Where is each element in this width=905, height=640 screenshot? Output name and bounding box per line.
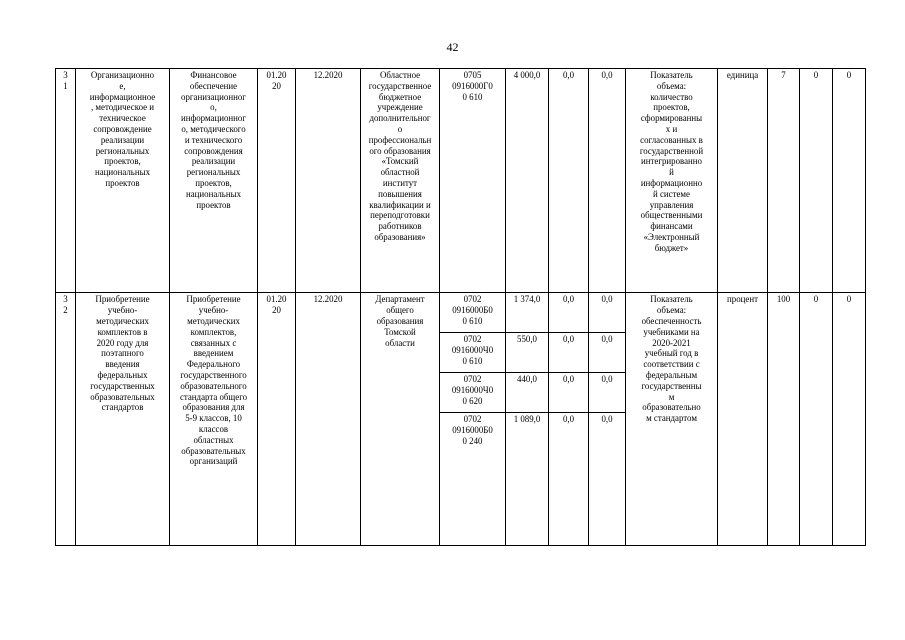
row-number-cell: 3 1 <box>56 69 76 293</box>
row-number-cell: 3 2 <box>56 293 76 546</box>
event-description-cell: Финансовое обеспечение организационног о, информационног о, методического и технического сопровождения реализации региональных проектов, национальных проектов <box>170 69 258 293</box>
indicator-value-3-cell: 0 <box>833 293 866 546</box>
funding-amount-2-cell: 0,0 <box>549 413 589 546</box>
funding-amount-3-cell: 0,0 <box>589 293 626 333</box>
budget-code-cell: 0702 0916000Б0 0 240 <box>440 413 506 546</box>
event-name-cell: Организационно е, информационное , методическое и техническое сопровождение реализации региональных проектов, национальных проектов <box>76 69 170 293</box>
budget-code-cell: 0702 0916000Ч0 0 620 <box>440 373 506 413</box>
funding-amount-2-cell: 0,0 <box>549 293 589 333</box>
funding-amount-2-cell: 0,0 <box>549 333 589 373</box>
budget-code-cell: 0702 0916000Б0 0 610 <box>440 293 506 333</box>
funding-amount-2-cell: 0,0 <box>549 373 589 413</box>
funding-amount-3-cell: 0,0 <box>589 373 626 413</box>
funding-amount-2-cell: 0,0 <box>549 69 589 293</box>
funding-amount-cell: 1 089,0 <box>506 413 549 546</box>
executor-cell: Областное государственное бюджетное учреждение дополнительног о профессиональн ого образования «Томский областной институт повышения квалификации и переподготовки работников образования» <box>361 69 440 293</box>
indicator-value-3-cell: 0 <box>833 69 866 293</box>
funding-amount-3-cell: 0,0 <box>589 413 626 546</box>
funding-amount-cell: 1 374,0 <box>506 293 549 333</box>
unit-cell: единица <box>718 69 768 293</box>
page-number: 42 <box>446 40 459 54</box>
indicator-value-2-cell: 0 <box>800 69 833 293</box>
start-date-cell: 01.20 20 <box>258 293 296 546</box>
indicator-value-1-cell: 100 <box>768 293 800 546</box>
budget-code-cell: 0705 0916000Г0 0 610 <box>440 69 506 293</box>
funding-amount-cell: 4 000,0 <box>506 69 549 293</box>
funding-amount-cell: 440,0 <box>506 373 549 413</box>
indicator-cell: Показатель объема: обеспеченность учебниками на 2020-2021 учебный год в соответствии с федеральным государственны м образовательно м стандартом <box>626 293 718 546</box>
unit-cell: процент <box>718 293 768 546</box>
indicator-cell: Показатель объема: количество проектов, сформированны х и согласованных в государственной интегрированно й информационно й системе управления общественными финансами «Электронный бюджет» <box>626 69 718 293</box>
funding-amount-3-cell: 0,0 <box>589 333 626 373</box>
funding-amount-cell: 550,0 <box>506 333 549 373</box>
indicator-value-2-cell: 0 <box>800 293 833 546</box>
budget-code-cell: 0702 0916000Ч0 0 610 <box>440 333 506 373</box>
executor-cell: Департамент общего образования Томской области <box>361 293 440 546</box>
program-activities-table <box>55 68 866 546</box>
indicator-value-1-cell: 7 <box>768 69 800 293</box>
event-description-cell: Приобретение учебно- методических комплектов, связанных с введением Федерального государственного образовательного стандарта общего образования для 5-9 классов, 10 классов областных образовательных организаций <box>170 293 258 546</box>
event-name-cell: Приобретение учебно- методических комплектов в 2020 году для поэтапного введения федеральных государственных образовательных стандартов <box>76 293 170 546</box>
table-row <box>56 293 866 333</box>
funding-amount-3-cell: 0,0 <box>589 69 626 293</box>
end-date-cell: 12.2020 <box>296 69 361 293</box>
table-row <box>56 69 866 293</box>
start-date-cell: 01.20 20 <box>258 69 296 293</box>
end-date-cell: 12.2020 <box>296 293 361 546</box>
